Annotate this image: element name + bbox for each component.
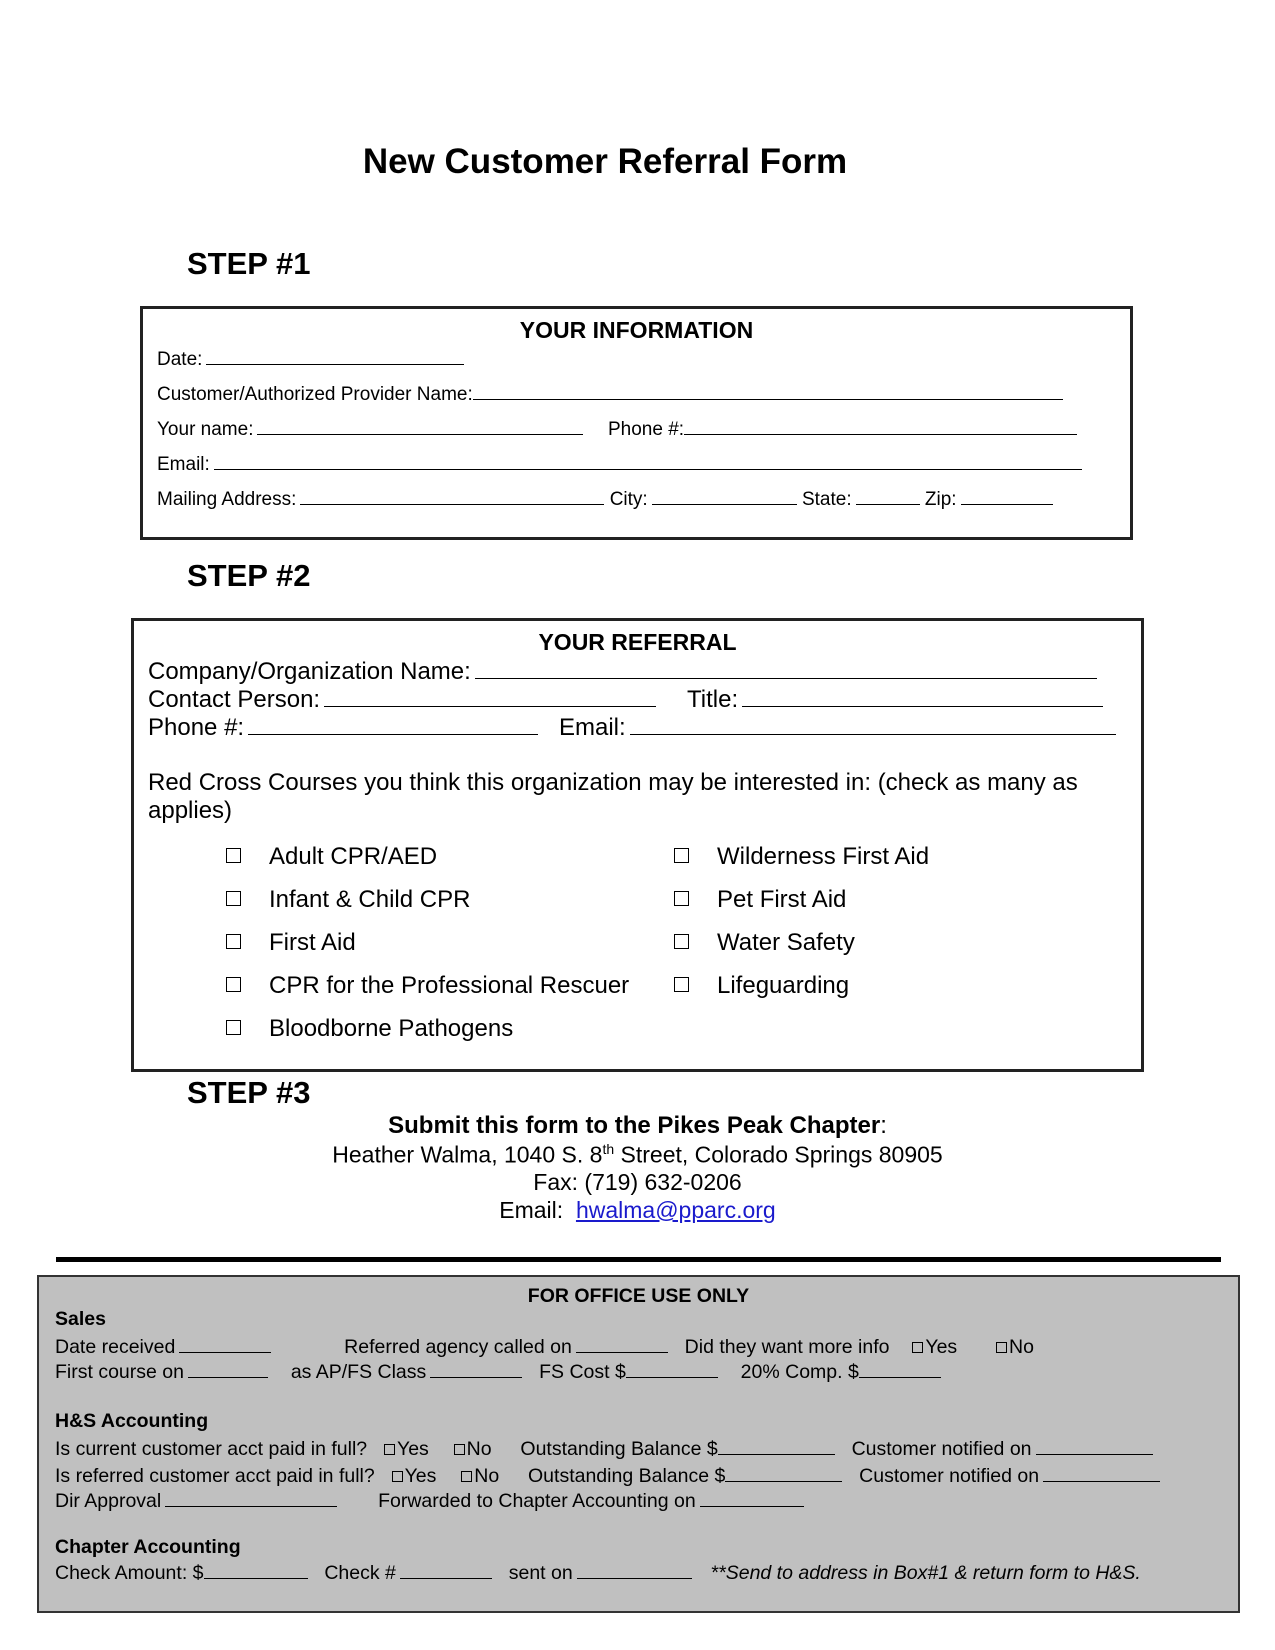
mailing-address-label: Mailing Address: <box>157 489 297 510</box>
your-name-field <box>157 416 583 441</box>
forwarded-input[interactable] <box>700 1489 804 1507</box>
submit-email-label: Email: <box>499 1197 564 1223</box>
zip-input[interactable] <box>961 486 1053 505</box>
sales-row-2 <box>55 1360 941 1384</box>
contact-person-label: Contact Person: <box>148 686 321 713</box>
address-part: Heather Walma, 1040 S. 8 <box>332 1141 603 1168</box>
date-received-label: Date received <box>55 1336 176 1358</box>
checkbox-icon[interactable] <box>226 1020 241 1035</box>
provider-name-label: Customer/Authorized Provider Name: <box>157 384 473 405</box>
mailing-address-input[interactable] <box>300 486 604 505</box>
course-label: Lifeguarding <box>717 972 850 999</box>
courses-prompt: Red Cross Courses you think this organization may be interested in: (check as many as applies) <box>148 769 1078 824</box>
your-name-label: Your name: <box>157 419 254 440</box>
hs-accounting-heading: H&S Accounting <box>55 1410 209 1432</box>
course-option[interactable] <box>674 972 849 1000</box>
current-notified-label: Customer notified on <box>851 1438 1032 1460</box>
company-label: Company/Organization Name: <box>148 658 471 685</box>
current-outstanding-label: Outstanding Balance $ <box>520 1438 718 1460</box>
referred-paid-label: Is referred customer acct paid in full? <box>55 1465 375 1487</box>
city-input[interactable] <box>652 486 797 505</box>
course-option[interactable] <box>226 843 437 871</box>
checkbox-icon[interactable] <box>912 1342 923 1353</box>
submit-email-link[interactable]: hwalma@pparc.org <box>575 1197 776 1223</box>
course-option[interactable] <box>674 886 846 914</box>
course-label: Adult CPR/AED <box>269 843 438 870</box>
email-input[interactable] <box>214 451 1082 470</box>
contact-person-input[interactable] <box>324 684 656 707</box>
company-field <box>148 656 1097 686</box>
your-referral-box <box>131 618 1144 1072</box>
fs-cost-label: FS Cost $ <box>539 1361 626 1383</box>
dir-approval-label: Dir Approval <box>55 1490 162 1512</box>
sales-row-1 <box>55 1335 1034 1359</box>
check-amount-input[interactable] <box>204 1561 308 1579</box>
referral-email-field <box>559 712 1116 742</box>
chapter-row <box>55 1561 1141 1585</box>
referred-outstanding-label: Outstanding Balance $ <box>528 1465 726 1487</box>
checkbox-icon[interactable] <box>226 848 241 863</box>
more-info-yes: Yes <box>925 1336 958 1358</box>
checkbox-icon[interactable] <box>226 934 241 949</box>
referred-paid-no: No <box>474 1465 500 1487</box>
date-label: Date: <box>157 349 203 370</box>
referred-called-label: Referred agency called on <box>344 1336 572 1358</box>
form-title: New Customer Referral Form <box>362 142 848 181</box>
course-label: First Aid <box>269 929 356 956</box>
email-label: Email: <box>157 454 210 475</box>
provider-name-field <box>157 381 1063 406</box>
checkbox-icon[interactable] <box>996 1342 1007 1353</box>
current-paid-label: Is current customer acct paid in full? <box>55 1438 368 1460</box>
step-2-label: STEP #2 <box>187 558 311 593</box>
course-option[interactable] <box>226 972 629 1000</box>
mailing-address-field <box>157 486 1053 511</box>
course-label: Bloodborne Pathogens <box>269 1015 514 1042</box>
referral-phone-label: Phone #: <box>148 714 245 741</box>
title-input[interactable] <box>742 684 1103 707</box>
current-paid-yes: Yes <box>396 1438 429 1460</box>
title-field <box>687 684 1103 714</box>
hs-row-2 <box>55 1464 1160 1488</box>
city-label: City: <box>609 489 648 510</box>
date-field <box>157 346 464 371</box>
step-3-label: STEP #3 <box>187 1075 311 1110</box>
check-amount-label: Check Amount: $ <box>55 1562 204 1584</box>
sales-heading: Sales <box>55 1308 106 1330</box>
course-label: CPR for the Professional Rescuer <box>269 972 630 999</box>
address-superscript: th <box>602 1141 615 1157</box>
checkbox-icon[interactable] <box>674 934 689 949</box>
checkbox-icon[interactable] <box>454 1444 465 1455</box>
course-option[interactable] <box>674 843 929 871</box>
current-notified-input[interactable] <box>1036 1437 1153 1455</box>
office-use-box <box>37 1275 1240 1613</box>
fs-cost-input[interactable] <box>626 1360 718 1378</box>
your-information-box <box>140 306 1133 540</box>
course-option[interactable] <box>226 929 356 957</box>
state-input[interactable] <box>856 486 920 505</box>
apfs-class-input[interactable] <box>430 1360 522 1378</box>
course-option[interactable] <box>674 929 855 957</box>
current-paid-no: No <box>466 1438 492 1460</box>
provider-name-input[interactable] <box>473 381 1063 400</box>
submit-fax: Fax: (719) 632-0206 <box>533 1169 742 1195</box>
chapter-accounting-heading: Chapter Accounting <box>55 1536 241 1558</box>
course-option[interactable] <box>226 886 470 914</box>
referral-phone-field <box>148 712 538 742</box>
your-information-heading: YOUR INFORMATION <box>519 317 754 343</box>
submit-colon: : <box>880 1112 887 1139</box>
checkbox-icon[interactable] <box>226 977 241 992</box>
title-label: Title: <box>687 686 739 713</box>
your-referral-heading: YOUR REFERRAL <box>538 629 737 655</box>
course-option[interactable] <box>226 1015 513 1043</box>
apfs-class-label: as AP/FS Class <box>290 1361 427 1383</box>
state-label: State: <box>801 489 852 510</box>
referral-phone-input[interactable] <box>248 712 538 735</box>
referred-called-input[interactable] <box>576 1335 668 1353</box>
course-label: Infant & Child CPR <box>269 886 471 913</box>
chapter-note: **Send to address in Box#1 & return form to H&S. <box>710 1562 1141 1584</box>
your-name-input[interactable] <box>257 416 583 435</box>
comp-input[interactable] <box>859 1360 941 1378</box>
submit-heading: Submit this form to the Pikes Peak Chapter <box>388 1112 881 1139</box>
more-info-no: No <box>1009 1336 1034 1358</box>
first-course-label: First course on <box>55 1361 184 1383</box>
submit-instruction <box>0 1112 1275 1140</box>
sent-on-input[interactable] <box>577 1561 692 1579</box>
checkbox-icon[interactable] <box>384 1444 395 1455</box>
hs-row-1 <box>55 1437 1153 1461</box>
dir-approval-input[interactable] <box>165 1489 337 1507</box>
first-course-input[interactable] <box>188 1360 268 1378</box>
address-part: Street, Colorado Springs 80905 <box>614 1141 943 1168</box>
more-info-label: Did they want more info <box>684 1336 890 1358</box>
checkbox-icon[interactable] <box>226 891 241 906</box>
referred-paid-yes: Yes <box>404 1465 437 1487</box>
contact-person-field <box>148 684 656 714</box>
referral-email-label: Email: <box>559 714 626 741</box>
email-field <box>157 451 1082 476</box>
forwarded-label: Forwarded to Chapter Accounting on <box>378 1490 696 1512</box>
referral-email-input[interactable] <box>630 712 1116 735</box>
current-outstanding-input[interactable] <box>718 1437 835 1455</box>
hs-row-3 <box>55 1489 804 1513</box>
phone-input[interactable] <box>684 416 1077 435</box>
course-label: Pet First Aid <box>717 886 847 913</box>
office-use-heading: FOR OFFICE USE ONLY <box>527 1285 750 1307</box>
referred-outstanding-input[interactable] <box>725 1464 842 1482</box>
course-label: Water Safety <box>717 929 855 956</box>
company-input[interactable] <box>475 656 1097 679</box>
check-number-input[interactable] <box>400 1561 492 1579</box>
check-number-label: Check # <box>324 1562 396 1584</box>
comp-label: 20% Comp. $ <box>740 1361 859 1383</box>
checkbox-icon[interactable] <box>392 1471 403 1482</box>
submit-email <box>0 1197 1275 1224</box>
phone-label: Phone #: <box>608 419 685 440</box>
checkbox-icon[interactable] <box>674 891 689 906</box>
zip-label: Zip: <box>924 489 957 510</box>
section-divider <box>56 1257 1221 1262</box>
submit-address <box>0 1141 1275 1169</box>
date-received-input[interactable] <box>179 1335 271 1353</box>
referred-notified-label: Customer notified on <box>859 1465 1040 1487</box>
phone-field <box>608 416 1077 441</box>
checkbox-icon[interactable] <box>674 848 689 863</box>
checkbox-icon[interactable] <box>674 977 689 992</box>
course-label: Wilderness First Aid <box>717 843 930 870</box>
step-1-label: STEP #1 <box>187 246 311 281</box>
sent-on-label: sent on <box>508 1562 573 1584</box>
checkbox-icon[interactable] <box>461 1471 472 1482</box>
referred-notified-input[interactable] <box>1043 1464 1160 1482</box>
date-input[interactable] <box>206 346 464 365</box>
